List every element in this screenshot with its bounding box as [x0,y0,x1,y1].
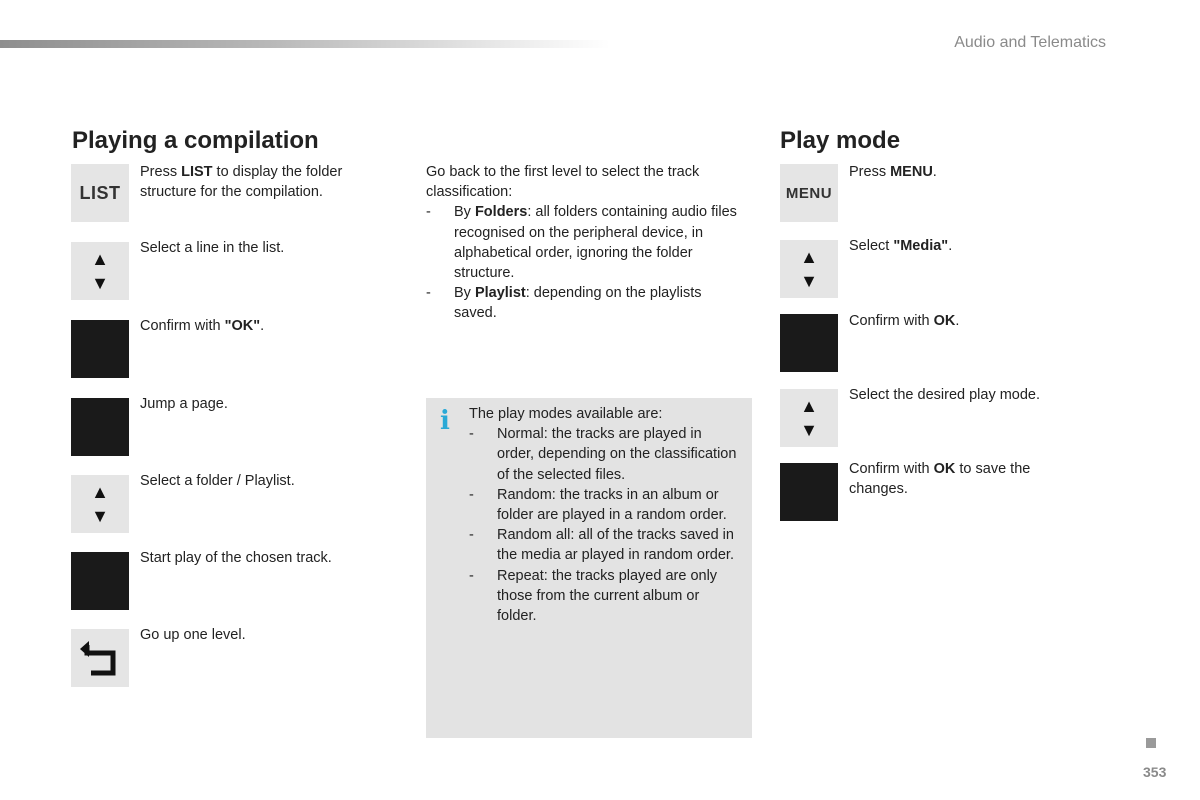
info-bullet: - Repeat: the tracks played are only those from the current album or folder. [469,567,718,625]
up-down-arrows-icon: ▲ ▼ [780,389,838,447]
play-button-icon [71,552,129,610]
page-jump-button-icon [71,398,129,456]
left-step-3-text: Confirm with "OK". [140,318,265,334]
left-step-2-text: Select a line in the list. [140,240,285,256]
ok-button-icon [71,320,129,378]
menu-button-icon: MENU [780,164,838,222]
right-step-5-text: Confirm with OK to save the changes. [849,461,1031,498]
classification-text [426,162,746,324]
ok-save-button-icon [780,463,838,521]
left-step-5-text: Select a folder / Playlist. [140,473,295,489]
right-step-3-text: Confirm with OK. [849,313,960,329]
up-down-arrows-icon: ▲ ▼ [71,242,129,300]
left-step-6-text: Start play of the chosen track. [140,550,332,566]
section-label: Audio and Telematics [954,34,1106,51]
page-marker [1146,738,1156,748]
right-section-title: Play mode [780,127,901,154]
right-step-4-text: Select the desired play mode. [849,387,1041,403]
left-step-7-text: Go up one level. [140,627,246,643]
left-step-1-text: Press LIST to display the folder structure for the compilation. [140,164,343,201]
header-gradient-bar [0,40,610,48]
up-down-arrows-icon: ▲ ▼ [780,240,838,298]
classification-intro: Go back to the first level to select the track classification: [426,164,700,201]
left-section-title: Playing a compilation [72,127,319,154]
info-bullet: - Random: the tracks in an album or folder are played in a random order. [469,486,727,524]
info-box [426,398,752,738]
page-number: 353 [1143,764,1167,780]
classification-item-folders: - By Folders: all folders containing audio files recognised on the peripheral device, in alphabetical order, ignoring the folder structure. [426,204,737,282]
up-down-arrows-icon: ▲ ▼ [71,475,129,533]
info-bullet: - Normal: the tracks are played in order, depending on the classification of the selected files. [469,426,737,483]
classification-item-playlist: - By Playlist: depending on the playlists saved. [426,285,702,322]
info-intro: The play modes available are: [469,406,663,422]
left-step-4-text: Jump a page. [140,396,228,412]
info-bullet: - Random all: all of the tracks saved in the media ar played in random order. [469,527,734,564]
ok-button-icon [780,314,838,372]
list-button-icon: LIST [71,164,129,222]
info-icon: i [440,406,450,436]
right-step-1-text: Press MENU. [849,164,937,180]
right-step-2-text: Select "Media". [849,238,953,254]
back-arrow-icon [71,629,129,687]
